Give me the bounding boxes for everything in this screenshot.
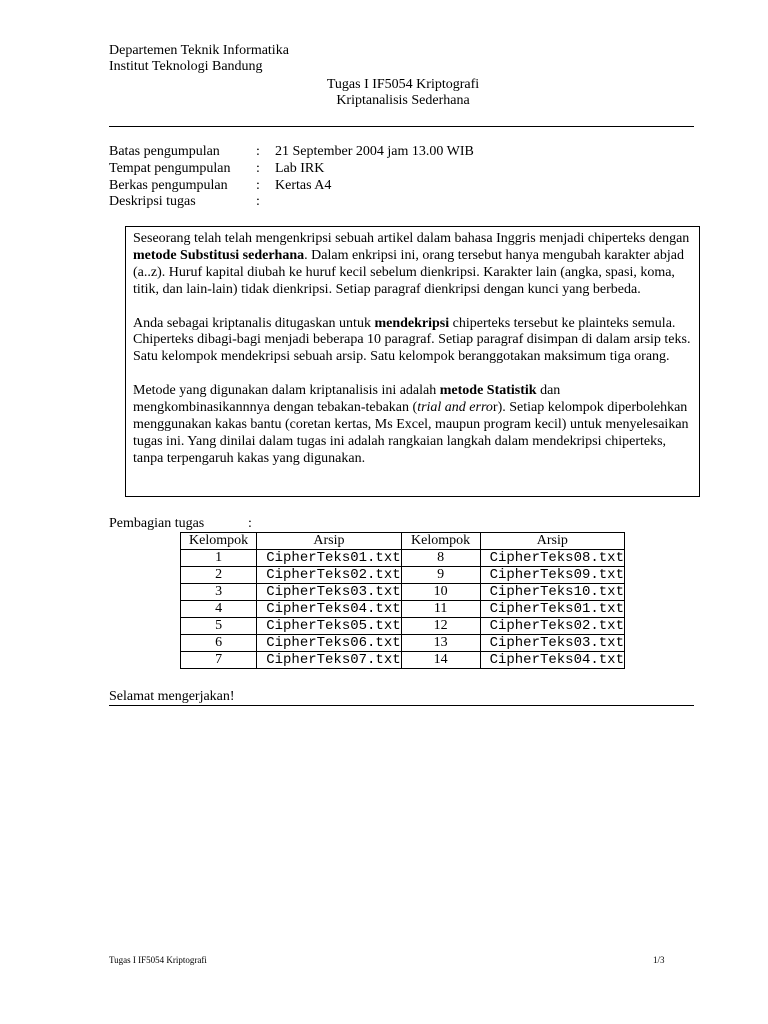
meta-label: Berkas pengumpulan — [109, 178, 228, 193]
group-cell: 2 — [181, 567, 257, 584]
division-label: Pembagian tugas — [109, 516, 205, 531]
meta-value: Kertas A4 — [275, 178, 332, 193]
file-cell: CipherTeks02.txt — [257, 567, 401, 584]
group-cell: 6 — [181, 635, 257, 652]
meta-colon: : — [256, 194, 260, 209]
meta-colon: : — [256, 161, 260, 176]
meta-label: Deskripsi tugas — [109, 194, 196, 209]
header-cell: Kelompok — [181, 533, 257, 550]
group-cell: 14 — [401, 652, 480, 669]
meta-colon: : — [256, 144, 260, 159]
institute-name: Institut Teknologi Bandung — [109, 59, 263, 74]
document-title: Tugas I IF5054 Kriptografi — [326, 77, 480, 92]
group-cell: 12 — [401, 618, 480, 635]
group-cell: 13 — [401, 635, 480, 652]
text: dan mengkombinasikannnya dengan tebakan-tebakan ( — [133, 383, 561, 416]
bold-text: mendekripsi — [374, 315, 450, 331]
description-paragraph-3 — [133, 383, 692, 468]
header-cell: Kelompok — [401, 533, 480, 550]
group-cell: 8 — [401, 550, 480, 567]
document-subtitle: Kriptanalisis Sederhana — [336, 93, 470, 108]
table-row — [181, 601, 625, 618]
file-cell: CipherTeks03.txt — [257, 584, 401, 601]
closing-divider — [109, 705, 694, 706]
italic-text: trial and erro — [417, 400, 493, 416]
file-cell: CipherTeks08.txt — [480, 550, 624, 567]
file-cell: CipherTeks04.txt — [480, 652, 624, 669]
description-paragraph-2 — [133, 316, 692, 367]
closing-text: Selamat mengerjakan! — [109, 689, 235, 704]
table-row — [181, 635, 625, 652]
description-paragraph-1 — [133, 231, 692, 299]
bold-text: metode Statistik — [439, 383, 537, 399]
division-table — [180, 532, 625, 669]
header-divider — [109, 126, 694, 127]
text: . Dalam enkripsi ini, orang tersebut hanya mengubah karakter abjad (a..z). Huruf kapital diubah ke huruf kecil sebelum dienkripsi. Karakter lain (angka, spasi, koma, titik, dan lain-lain) tidak dienkripsi. Setiap paragraf dienkripsi dengan kunci yang berbeda. — [133, 247, 684, 297]
page-number: 1/3 — [653, 955, 665, 965]
meta-label: Batas pengumpulan — [109, 144, 220, 159]
file-cell: CipherTeks02.txt — [480, 618, 624, 635]
text: ). Setiap kelompok diperbolehkan menggunakan kakas bantu (coretan kertas, Ms Excel, maupun program kecil) untuk menyelesaikan tugas ini. Yang dinilai dalam tugas ini adalah rangkaian langkah dalam mendekripsi chiperteks, tanpa terpengaruh kakas yang digunakan. — [133, 400, 689, 466]
text: chiperteks tersebut ke plainteks semula. Chiperteks dibagi-bagi menjadi beberapa 10 paragraf. Setiap paragraf disimpan di dalam arsip teks. Satu kelompok mendekripsi sebuah arsip. Satu kelompok beranggotakan maksimum tiga orang. — [133, 315, 691, 365]
group-cell: 4 — [181, 601, 257, 618]
file-cell: CipherTeks01.txt — [257, 550, 401, 567]
text: r — [492, 400, 498, 416]
meta-value: 21 September 2004 jam 13.00 WIB — [275, 144, 474, 159]
group-cell: 7 — [181, 652, 257, 669]
table-header-row — [181, 533, 625, 550]
text: Metode yang digunakan dalam kriptanalisis ini adalah — [133, 383, 440, 399]
meta-label: Tempat pengumpulan — [109, 161, 231, 176]
file-cell: CipherTeks06.txt — [257, 635, 401, 652]
group-cell: 11 — [401, 601, 480, 618]
file-cell: CipherTeks03.txt — [480, 635, 624, 652]
file-cell: CipherTeks05.txt — [257, 618, 401, 635]
file-cell: CipherTeks07.txt — [257, 652, 401, 669]
table-row — [181, 618, 625, 635]
text: Anda sebagai kriptanalis ditugaskan untuk — [133, 315, 375, 331]
text: Seseorang telah telah mengenkripsi sebuah artikel dalam bahasa Inggris menjadi chiperteks dengan — [133, 231, 690, 246]
division-colon: : — [248, 516, 252, 531]
footer-title: Tugas I IF5054 Kriptografi — [109, 955, 207, 965]
group-cell: 3 — [181, 584, 257, 601]
department-name: Departemen Teknik Informatika — [109, 43, 289, 58]
file-cell: CipherTeks09.txt — [480, 567, 624, 584]
group-cell: 1 — [181, 550, 257, 567]
bold-text: metode Substitusi sederhana — [133, 247, 305, 263]
meta-colon: : — [256, 178, 260, 193]
file-cell: CipherTeks01.txt — [480, 601, 624, 618]
description-box — [125, 226, 700, 497]
group-cell: 10 — [401, 584, 480, 601]
table-row — [181, 550, 625, 567]
table-row — [181, 584, 625, 601]
group-cell: 5 — [181, 618, 257, 635]
header-cell: Arsip — [257, 533, 401, 550]
file-cell: CipherTeks04.txt — [257, 601, 401, 618]
table-row — [181, 567, 625, 584]
file-cell: CipherTeks10.txt — [480, 584, 624, 601]
group-cell: 9 — [401, 567, 480, 584]
header-cell: Arsip — [480, 533, 624, 550]
table-row — [181, 652, 625, 669]
meta-value: Lab IRK — [275, 161, 325, 176]
